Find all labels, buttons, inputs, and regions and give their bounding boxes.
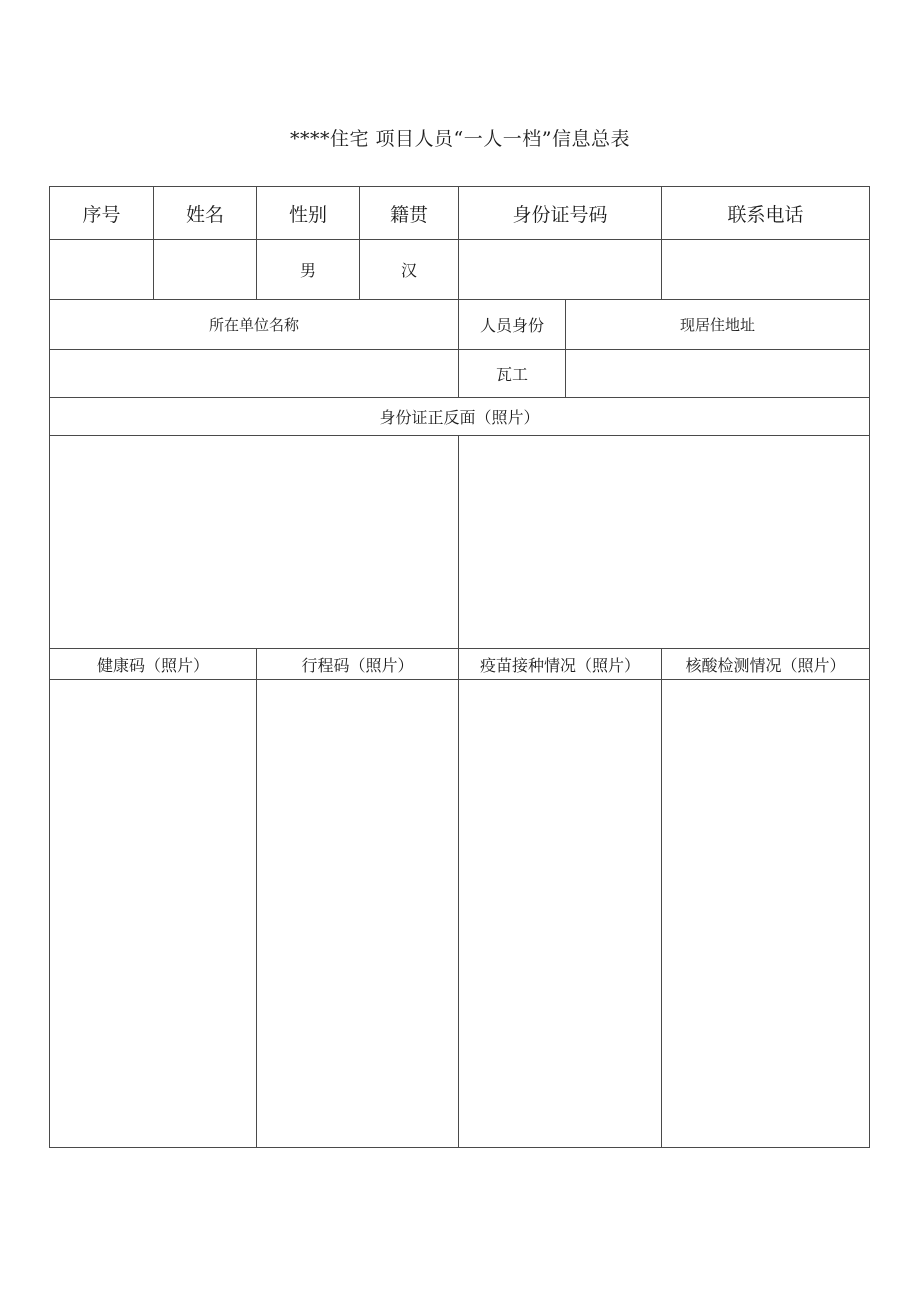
header-seq: 序号 xyxy=(82,203,121,226)
value-company xyxy=(50,350,458,397)
value-origin: 汉 xyxy=(400,261,417,280)
travel-code-photo-slot xyxy=(257,680,458,1147)
value-address xyxy=(566,350,869,397)
header-travel-code: 行程码（照片） xyxy=(301,655,414,675)
value-seq xyxy=(50,240,153,299)
id-back-photo-slot xyxy=(459,436,869,648)
header-name: 姓名 xyxy=(185,203,224,226)
header-id-number: 身份证号码 xyxy=(512,203,608,226)
page-title: ****住宅 项目人员“一人一档”信息总表 xyxy=(290,128,630,150)
id-photo-section-title: 身份证正反面（照片） xyxy=(379,408,540,427)
header-health-code: 健康码（照片） xyxy=(96,655,209,675)
header-vaccination: 疫苗接种情况（照片） xyxy=(479,655,640,675)
value-role: 瓦工 xyxy=(495,365,528,384)
header-company: 所在单位名称 xyxy=(208,316,299,334)
vaccination-photo-slot xyxy=(459,680,661,1147)
id-front-photo-slot xyxy=(50,436,458,648)
table-border-bottom xyxy=(49,1147,870,1148)
header-origin: 籍贯 xyxy=(389,203,428,226)
value-phone xyxy=(662,240,869,299)
header-nucleic-test: 核酸检测情况（照片） xyxy=(685,655,846,675)
header-phone: 联系电话 xyxy=(727,203,804,226)
table-border-right xyxy=(869,186,870,1148)
value-gender: 男 xyxy=(299,261,316,280)
health-code-photo-slot xyxy=(50,680,256,1147)
header-gender: 性别 xyxy=(288,203,327,226)
value-id-number xyxy=(459,240,661,299)
nucleic-test-photo-slot xyxy=(662,680,869,1147)
header-address: 现居住地址 xyxy=(679,316,755,334)
header-role: 人员身份 xyxy=(479,316,544,335)
value-name xyxy=(154,240,256,299)
